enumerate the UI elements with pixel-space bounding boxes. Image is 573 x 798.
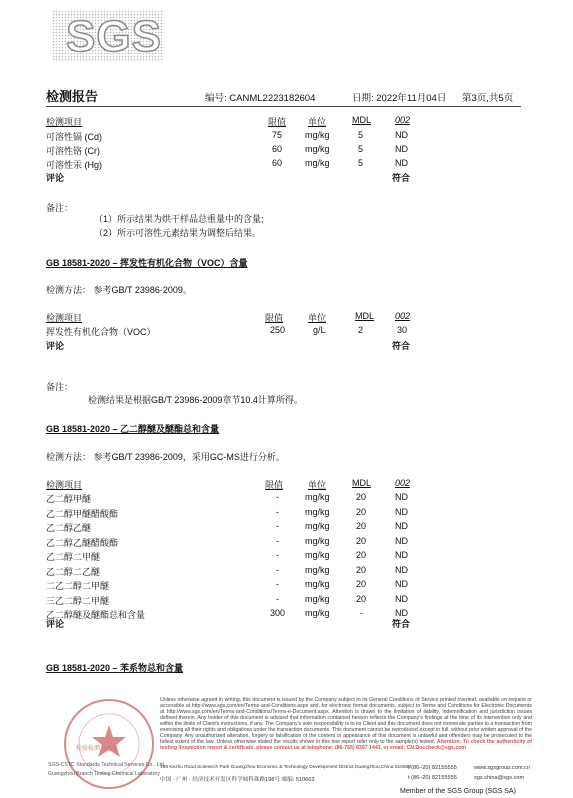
table-row-result: ND xyxy=(395,158,408,168)
table-row-item: 乙二醇甲醚醋酸酯 xyxy=(46,508,119,519)
table-row-result: ND xyxy=(395,535,408,546)
col-header-limit: 限值 xyxy=(265,313,284,323)
table-row-mdl: - xyxy=(360,608,363,618)
table-row-unit: mg/kg xyxy=(305,535,330,546)
table-row-result: ND xyxy=(395,144,408,154)
col-header-unit: 单位 xyxy=(308,480,327,490)
conclusion-value: 符合 xyxy=(392,173,411,183)
table-row-result: ND xyxy=(395,492,408,502)
conclusion-value: 符合 xyxy=(392,619,411,629)
table-row-result: ND xyxy=(395,550,408,560)
col-header-item: 检测项目 xyxy=(46,117,83,127)
table-row-mdl: 5 xyxy=(358,158,364,168)
lab-name-en: SGS-CSTC Standards Technical Services Co., Ltd. xyxy=(48,762,166,768)
table-row-unit: mg/kg xyxy=(305,593,330,604)
table-row-limit: 300 xyxy=(270,608,286,618)
table-row-item: 乙二醇二乙醚 xyxy=(46,566,101,577)
test-method: 检测方法： 参考GB/T 23986-2009。 xyxy=(46,285,192,295)
table-row-mdl: 20 xyxy=(356,564,367,575)
table-row-result: ND xyxy=(395,593,408,604)
table-row-unit: mg/kg xyxy=(305,579,330,589)
phone-1: t (86–20) 82155555 xyxy=(408,765,457,771)
table-row-mdl: 20 xyxy=(356,535,367,546)
table-row-limit: - xyxy=(276,492,279,502)
conclusion-label: 评论 xyxy=(46,341,65,351)
col-header-sample: 002 xyxy=(395,115,411,125)
table-row-unit: mg/kg xyxy=(305,521,330,531)
table-row-unit: mg/kg xyxy=(305,144,330,154)
table-row-item: 可溶性汞 (Hg) xyxy=(46,160,102,170)
conclusion-label: 评论 xyxy=(46,619,65,629)
table-row-limit: - xyxy=(276,564,279,575)
table-row-mdl: 20 xyxy=(356,593,367,604)
col-header-item: 检测项目 xyxy=(46,480,83,490)
table-row-unit: mg/kg xyxy=(305,130,330,140)
note-line: （1）所示结果为烘干样品总重量中的含量; xyxy=(94,214,264,224)
table-row-limit: 250 xyxy=(270,325,286,335)
table-row-limit: - xyxy=(276,506,279,517)
table-row-limit: - xyxy=(276,579,279,589)
table-row-item: 乙二醇二甲醚 xyxy=(46,552,101,562)
stamp-text: 检验检测专用章 xyxy=(76,746,119,752)
section-title-glycol-ethers: GB 18581-2020 – 乙二醇醚及醚酯总和含量 xyxy=(46,424,220,434)
notes-label: 备注： xyxy=(46,382,74,392)
table-row-limit: 60 xyxy=(272,144,283,154)
table-row-result: ND xyxy=(395,579,408,589)
col-header-mdl: MDL xyxy=(352,115,372,125)
table-row-item: 乙二醇乙醚 xyxy=(46,523,92,533)
table-row-unit: mg/kg xyxy=(305,492,330,502)
table-row-item: 三乙二醇二甲醚 xyxy=(46,595,110,606)
table-row-mdl: 20 xyxy=(356,579,367,589)
disclaimer-text: Unless otherwise agreed in writing, this document is issued by the Company subject to its General Conditions of Service printed overleaf, available on request or accessible at http://www.sgs.com/en/Terms-and-Conditions.aspx and, for electronic format documents, subject to Terms and Conditions for Electronic Documents at http://www.sgs.com/en/Terms-and-Conditions/Terms-e-Document.aspx. Attention is drawn to the limitation of liability, indemnification and jurisdiction issues defined therein. Any holder of this document is advised that information contained hereon reflects the Company's findings at the time of its intervention only and within the limits of Client's instructions, if any. The Company's sole responsibility is to its Client and this document does not exonerate parties to a transaction from exercising all their rights and obligations under the transaction documents. This document cannot be reproduced except in full, without prior written approval of the Company. Any unauthorized alteration, forgery or falsification of the content or appearance of this document is unlawful and offenders may be prosecuted to the fullest extent of the law. Unless otherwise stated the results shown in this test report refer only to the sample(s) tested. xyxy=(160,697,532,745)
report-title: 检测报告 xyxy=(46,89,99,104)
table-row-result: ND xyxy=(395,564,408,575)
col-header-limit: 限值 xyxy=(268,117,287,127)
col-header-unit: 单位 xyxy=(308,313,327,323)
table-row-unit: mg/kg xyxy=(305,564,330,575)
col-header-unit: 单位 xyxy=(308,117,327,127)
table-row-item: 乙二醇甲醚 xyxy=(46,494,92,504)
table-row-mdl: 5 xyxy=(358,130,364,140)
table-row-unit: mg/kg xyxy=(305,608,330,618)
report-date: 日期: 2022年11月04日 xyxy=(352,93,447,104)
table-row-mdl: 5 xyxy=(358,144,364,154)
table-row-limit: - xyxy=(276,550,279,560)
table-row-item: 可溶性镉 (Cd) xyxy=(46,132,102,142)
authenticity-notice: Attention: To check the authenticity of testing /inspection report & certificate, please contact us at telephone: (86-755) 8307 1443, or email: CN.Doccheck@sgs.com xyxy=(160,739,532,751)
member-text: Member of the SGS Group (SGS SA) xyxy=(400,788,516,795)
disclaimer xyxy=(160,697,532,751)
table-row-limit: 60 xyxy=(272,158,283,168)
col-header-item: 检测项目 xyxy=(46,313,83,323)
section-title-benzene: GB 18581-2020 – 苯系物总和含量 xyxy=(46,663,184,673)
email: sgs.china@sgs.com xyxy=(474,775,525,781)
page-number: 第3页,共5页 xyxy=(462,93,514,104)
table-row-limit: - xyxy=(276,535,279,546)
lab-branch-en: Guangzhou Branch Testing Chemical Laboratory xyxy=(48,771,160,777)
table-row-result: ND xyxy=(395,130,408,140)
table-row-limit: - xyxy=(276,521,279,531)
conclusion-label: 评论 xyxy=(46,173,65,183)
table-row-unit: mg/kg xyxy=(305,550,330,560)
address-cn: 中国 · 广州 · 经济技术开发区科学城科珠路198号 邮编: 510663 xyxy=(160,777,315,783)
col-header-sample: 002 xyxy=(395,478,411,488)
col-header-mdl: MDL xyxy=(352,478,372,488)
phone-2: t (86–20) 82155555 xyxy=(408,775,457,781)
logo-text: SGS xyxy=(66,12,162,61)
table-row-limit: - xyxy=(276,593,279,604)
address-en: 198 Kezhu Road,Scientech Park Guangzhou Economic & Technology Development District,Guangzhou,China 510663 xyxy=(160,765,411,770)
section-title-voc: GB 18581-2020 – 挥发性有机化合物（VOC）含量 xyxy=(46,258,248,268)
table-row-item: 乙二醇乙醚醋酸酯 xyxy=(46,537,119,548)
col-header-sample: 002 xyxy=(395,311,411,321)
report-number: 编号: CANML2223182604 xyxy=(205,93,316,104)
header-divider xyxy=(46,106,521,107)
table-row-item: 挥发性有机化合物（VOC） xyxy=(46,327,156,337)
table-row-result: ND xyxy=(395,506,408,517)
table-row-unit: g/L xyxy=(313,325,326,335)
table-row-result: 30 xyxy=(397,325,408,335)
website: www.sgsgroup.com.cn xyxy=(474,765,530,771)
notes-label: 备注： xyxy=(46,203,74,213)
table-row-result: ND xyxy=(395,608,408,618)
table-row-mdl: 2 xyxy=(358,325,364,335)
table-row-limit: 75 xyxy=(272,130,283,140)
table-row-unit: mg/kg xyxy=(305,506,330,517)
table-row-unit: mg/kg xyxy=(305,158,330,168)
table-row-item: 可溶性铬 (Cr) xyxy=(46,146,100,156)
table-row-result: ND xyxy=(395,521,408,531)
table-row-mdl: 20 xyxy=(356,521,367,531)
conclusion-value: 符合 xyxy=(392,341,411,351)
table-row-mdl: 20 xyxy=(356,492,367,502)
table-row-item: 乙二醇醚及醚酯总和含量 xyxy=(46,610,146,620)
table-row-item: 二乙二醇二甲醚 xyxy=(46,581,110,591)
test-method: 检测方法： 参考GB/T 23986-2009，采用GC-MS进行分析。 xyxy=(46,452,285,462)
table-row-mdl: 20 xyxy=(356,550,367,560)
table-row-mdl: 20 xyxy=(356,506,367,517)
col-header-limit: 限值 xyxy=(265,480,284,490)
col-header-mdl: MDL xyxy=(355,311,375,321)
note-line: 检测结果是根据GB/T 23986-2009章节10.4计算所得。 xyxy=(88,395,303,405)
note-line: （2）所示可溶性元素结果为调整后结果。 xyxy=(94,228,262,238)
